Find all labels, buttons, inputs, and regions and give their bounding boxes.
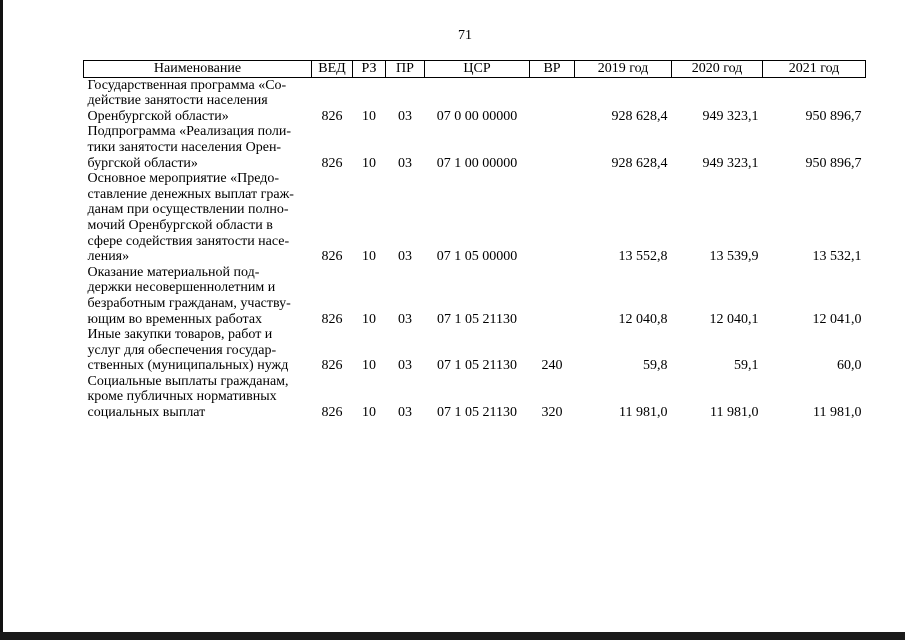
row-csr: 07 1 05 00000 bbox=[436, 249, 518, 265]
row-csr: 07 1 05 21130 bbox=[437, 405, 517, 421]
row-name-cell bbox=[84, 327, 312, 374]
row-2021: 60,0 bbox=[837, 358, 862, 374]
row-rz: 10 bbox=[362, 405, 376, 421]
row-name-line: Государственная программа «Со- bbox=[87, 77, 287, 93]
row-2019: 13 552,8 bbox=[618, 249, 668, 265]
row-2019: 59,8 bbox=[643, 358, 668, 374]
row-rz: 10 bbox=[362, 358, 376, 374]
row-name-cell bbox=[84, 77, 312, 124]
row-vr bbox=[530, 171, 575, 265]
scan-border-left bbox=[0, 0, 3, 640]
row-2020: 11 981,0 bbox=[710, 405, 759, 421]
row-name-line: ственных (муниципальных) нужд bbox=[87, 358, 289, 374]
row-2021: 13 532,1 bbox=[812, 249, 862, 265]
row-2021: 950 896,7 bbox=[805, 155, 862, 171]
row-2020: 949 323,1 bbox=[702, 108, 759, 124]
header-rz: РЗ bbox=[353, 61, 386, 78]
row-csr: 07 1 00 00000 bbox=[436, 155, 518, 171]
row-name-line: социальных выплат bbox=[87, 405, 206, 421]
row-2019: 928 628,4 bbox=[611, 155, 668, 171]
row-vr bbox=[530, 124, 575, 171]
row-ved: 826 bbox=[321, 249, 343, 265]
header-csr: ЦСР bbox=[425, 61, 530, 78]
row-ved: 826 bbox=[321, 358, 343, 374]
row-2021: 12 041,0 bbox=[812, 311, 862, 327]
row-2020: 12 040,1 bbox=[709, 311, 759, 327]
row-ved: 826 bbox=[321, 311, 343, 327]
table-row bbox=[84, 171, 866, 265]
table-row bbox=[84, 265, 866, 327]
row-vr: 240 bbox=[541, 358, 563, 374]
row-name-line: мочий Оренбургской области в bbox=[87, 217, 273, 233]
header-2021: 2021 год bbox=[763, 61, 866, 78]
header-name: Наименование bbox=[84, 61, 312, 78]
row-rz: 10 bbox=[362, 311, 376, 327]
row-name-line: кроме публичных нормативных bbox=[87, 389, 277, 405]
row-pr: 03 bbox=[398, 249, 412, 265]
budget-table bbox=[83, 60, 866, 421]
header-vr: ВР bbox=[530, 61, 575, 78]
table-row bbox=[84, 374, 866, 421]
row-pr: 03 bbox=[398, 311, 412, 327]
row-pr: 03 bbox=[398, 155, 412, 171]
table-row bbox=[84, 77, 866, 124]
header-ved: ВЕД bbox=[312, 61, 353, 78]
row-name-line: безработным гражданам, участву- bbox=[87, 295, 291, 311]
table-row bbox=[84, 327, 866, 374]
row-csr: 07 1 05 21130 bbox=[437, 311, 517, 327]
row-vr: 320 bbox=[541, 405, 563, 421]
row-ved: 826 bbox=[321, 108, 343, 124]
row-name-cell bbox=[84, 171, 312, 265]
row-vr bbox=[530, 265, 575, 327]
page-number: 71 bbox=[458, 28, 472, 43]
row-name-line: Подпрограмма «Реализация поли- bbox=[87, 124, 292, 140]
row-name-line: сфере содействия занятости насе- bbox=[87, 233, 290, 249]
row-ved: 826 bbox=[321, 155, 343, 171]
row-name-line: действие занятости населения bbox=[87, 93, 268, 109]
row-name-cell bbox=[84, 374, 312, 421]
row-name-line: Оказание материальной под- bbox=[87, 264, 260, 280]
row-name-line: данам при осуществлении полно- bbox=[87, 202, 289, 218]
row-name-line: бургской области» bbox=[87, 155, 198, 171]
row-pr: 03 bbox=[398, 108, 412, 124]
row-2021: 11 981,0 bbox=[813, 405, 862, 421]
row-name-line: тики занятости населения Орен- bbox=[87, 139, 282, 155]
row-name-line: ставление денежных выплат граж- bbox=[87, 186, 294, 202]
row-2019: 12 040,8 bbox=[618, 311, 668, 327]
row-name-line: Основное мероприятие «Предо- bbox=[87, 171, 280, 187]
header-2019: 2019 год bbox=[575, 61, 672, 78]
row-name-line: Иные закупки товаров, работ и bbox=[87, 327, 273, 343]
row-pr: 03 bbox=[398, 405, 412, 421]
row-name-line: ющим во временных работах bbox=[87, 311, 263, 327]
header-2020: 2020 год bbox=[672, 61, 763, 78]
header-row bbox=[84, 61, 866, 78]
row-2019: 928 628,4 bbox=[611, 108, 668, 124]
row-csr: 07 1 05 21130 bbox=[437, 358, 517, 374]
row-rz: 10 bbox=[362, 249, 376, 265]
header-pr: ПР bbox=[386, 61, 425, 78]
row-rz: 10 bbox=[362, 108, 376, 124]
scan-border-bottom bbox=[0, 632, 905, 640]
row-2021: 950 896,7 bbox=[805, 108, 862, 124]
row-name-line: Оренбургской области» bbox=[87, 108, 229, 124]
row-2020: 59,1 bbox=[734, 358, 759, 374]
row-name-line: ления» bbox=[87, 249, 130, 265]
row-csr: 07 0 00 00000 bbox=[436, 108, 518, 124]
row-name-line: держки несовершеннолетним и bbox=[87, 280, 276, 296]
row-2020: 13 539,9 bbox=[709, 249, 759, 265]
row-pr: 03 bbox=[398, 358, 412, 374]
row-name-cell bbox=[84, 124, 312, 171]
row-vr bbox=[530, 77, 575, 124]
row-name-line: услуг для обеспечения государ- bbox=[87, 342, 277, 358]
row-2019: 11 981,0 bbox=[619, 405, 668, 421]
table-row bbox=[84, 124, 866, 171]
row-ved: 826 bbox=[321, 405, 343, 421]
row-rz: 10 bbox=[362, 155, 376, 171]
row-name-cell bbox=[84, 265, 312, 327]
row-2020: 949 323,1 bbox=[702, 155, 759, 171]
row-name-line: Социальные выплаты гражданам, bbox=[87, 373, 289, 389]
